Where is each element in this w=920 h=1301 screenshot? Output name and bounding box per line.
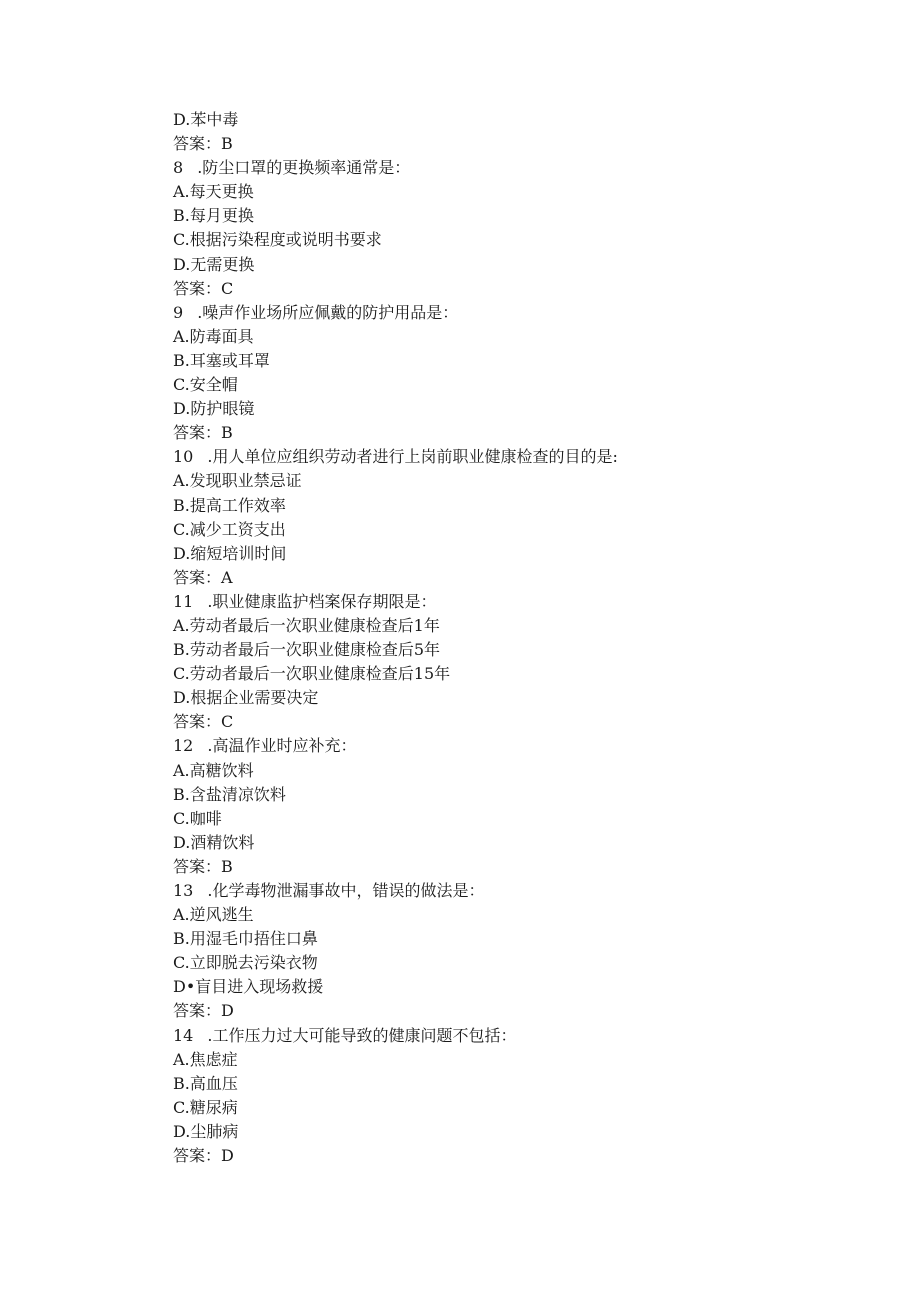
question-number: 12 bbox=[173, 736, 194, 756]
option-line: C.糖尿病 bbox=[173, 1097, 238, 1117]
question-number: 13 bbox=[173, 881, 194, 900]
question-text: .职业健康监护档案保存期限是： bbox=[207, 591, 437, 611]
answer-line: 答案：B bbox=[173, 423, 233, 443]
answer-line: 答案：A bbox=[173, 567, 233, 587]
option-line: B.提高工作效率 bbox=[173, 495, 286, 515]
question-block bbox=[173, 879, 873, 1024]
question-text: .用人单位应组织劳动者进行上岗前职业健康检查的目的是: bbox=[207, 447, 618, 467]
question-line bbox=[173, 590, 873, 614]
option-line: C.劳动者最后一次职业健康检查后15年 bbox=[173, 664, 451, 684]
option-line: C.安全帽 bbox=[173, 375, 238, 395]
question-number: 9 bbox=[173, 302, 184, 322]
question-number: 14 bbox=[173, 1025, 194, 1045]
question-text: .化学毒物泄漏事故中，错误的做法是： bbox=[207, 881, 485, 900]
question-number: 8 bbox=[173, 158, 184, 178]
question-text: .噪声作业场所应佩戴的防护用品是： bbox=[197, 302, 459, 322]
answer-line: 答案：B bbox=[173, 856, 233, 876]
option-line: A.发现职业禁忌证 bbox=[173, 471, 302, 491]
option-line: D.无需更换 bbox=[173, 254, 255, 274]
option-line: D.苯中毒 bbox=[173, 110, 239, 129]
question-text: .防尘口罩的更换频率通常是： bbox=[197, 158, 411, 178]
answer-line: 答案：B bbox=[173, 134, 233, 154]
question-block bbox=[173, 445, 873, 590]
option-line: A.每天更换 bbox=[173, 182, 254, 202]
option-line: D.尘肺病 bbox=[173, 1121, 239, 1141]
question-block bbox=[173, 1024, 873, 1169]
question-line bbox=[173, 445, 873, 469]
question-line bbox=[173, 734, 873, 758]
question-text: .工作压力过大可能导致的健康问题不包括： bbox=[207, 1025, 517, 1045]
question-line bbox=[173, 301, 873, 325]
option-line: B.用湿毛巾捂住口鼻 bbox=[173, 929, 318, 949]
option-line: A.防毒面具 bbox=[173, 326, 254, 346]
question-text: .高温作业时应补充： bbox=[207, 736, 357, 756]
question-block bbox=[173, 734, 873, 879]
option-line: B.每月更换 bbox=[173, 206, 254, 226]
option-line: C.减少工资支出 bbox=[173, 519, 286, 539]
option-line: D.缩短培训时间 bbox=[173, 543, 287, 563]
question-line bbox=[173, 156, 873, 180]
option-line: A.劳动者最后一次职业健康检查后1年 bbox=[173, 615, 440, 635]
option-line: C.根据污染程度或说明书要求 bbox=[173, 230, 382, 250]
option-line: A.焦虑症 bbox=[173, 1049, 238, 1069]
option-line: D•盲目进入现场救援 bbox=[173, 977, 324, 997]
answer-line: 答案：D bbox=[173, 1001, 234, 1021]
answer-line: 答案：C bbox=[173, 278, 234, 298]
answer-line: 答案：C bbox=[173, 712, 234, 732]
question-number: 11 bbox=[173, 591, 194, 611]
option-line: B.劳动者最后一次职业健康检查后5年 bbox=[173, 640, 441, 660]
option-line: D.根据企业需要决定 bbox=[173, 688, 319, 708]
option-line: B.耳塞或耳罩 bbox=[173, 350, 270, 370]
option-line: C.立即脱去污染衣物 bbox=[173, 953, 318, 973]
option-line: A.高糖饮料 bbox=[173, 760, 254, 780]
answer-line: 答案：D bbox=[173, 1146, 234, 1166]
option-line: A.逆风逃生 bbox=[173, 905, 254, 925]
question-block bbox=[173, 156, 873, 301]
question-line bbox=[173, 1024, 873, 1048]
option-line: D.防护眼镜 bbox=[173, 399, 255, 419]
option-line: C.咖啡 bbox=[173, 808, 222, 828]
option-line: B.含盐清凉饮料 bbox=[173, 784, 286, 804]
question-block bbox=[173, 301, 873, 446]
document-body bbox=[173, 108, 873, 1168]
option-line: B.高血压 bbox=[173, 1073, 238, 1093]
question-line bbox=[173, 879, 873, 903]
question-block bbox=[173, 590, 873, 735]
question-list bbox=[173, 156, 873, 1168]
lead-block bbox=[173, 108, 873, 156]
question-number: 10 bbox=[173, 447, 194, 467]
option-line: D.酒精饮料 bbox=[173, 832, 255, 852]
